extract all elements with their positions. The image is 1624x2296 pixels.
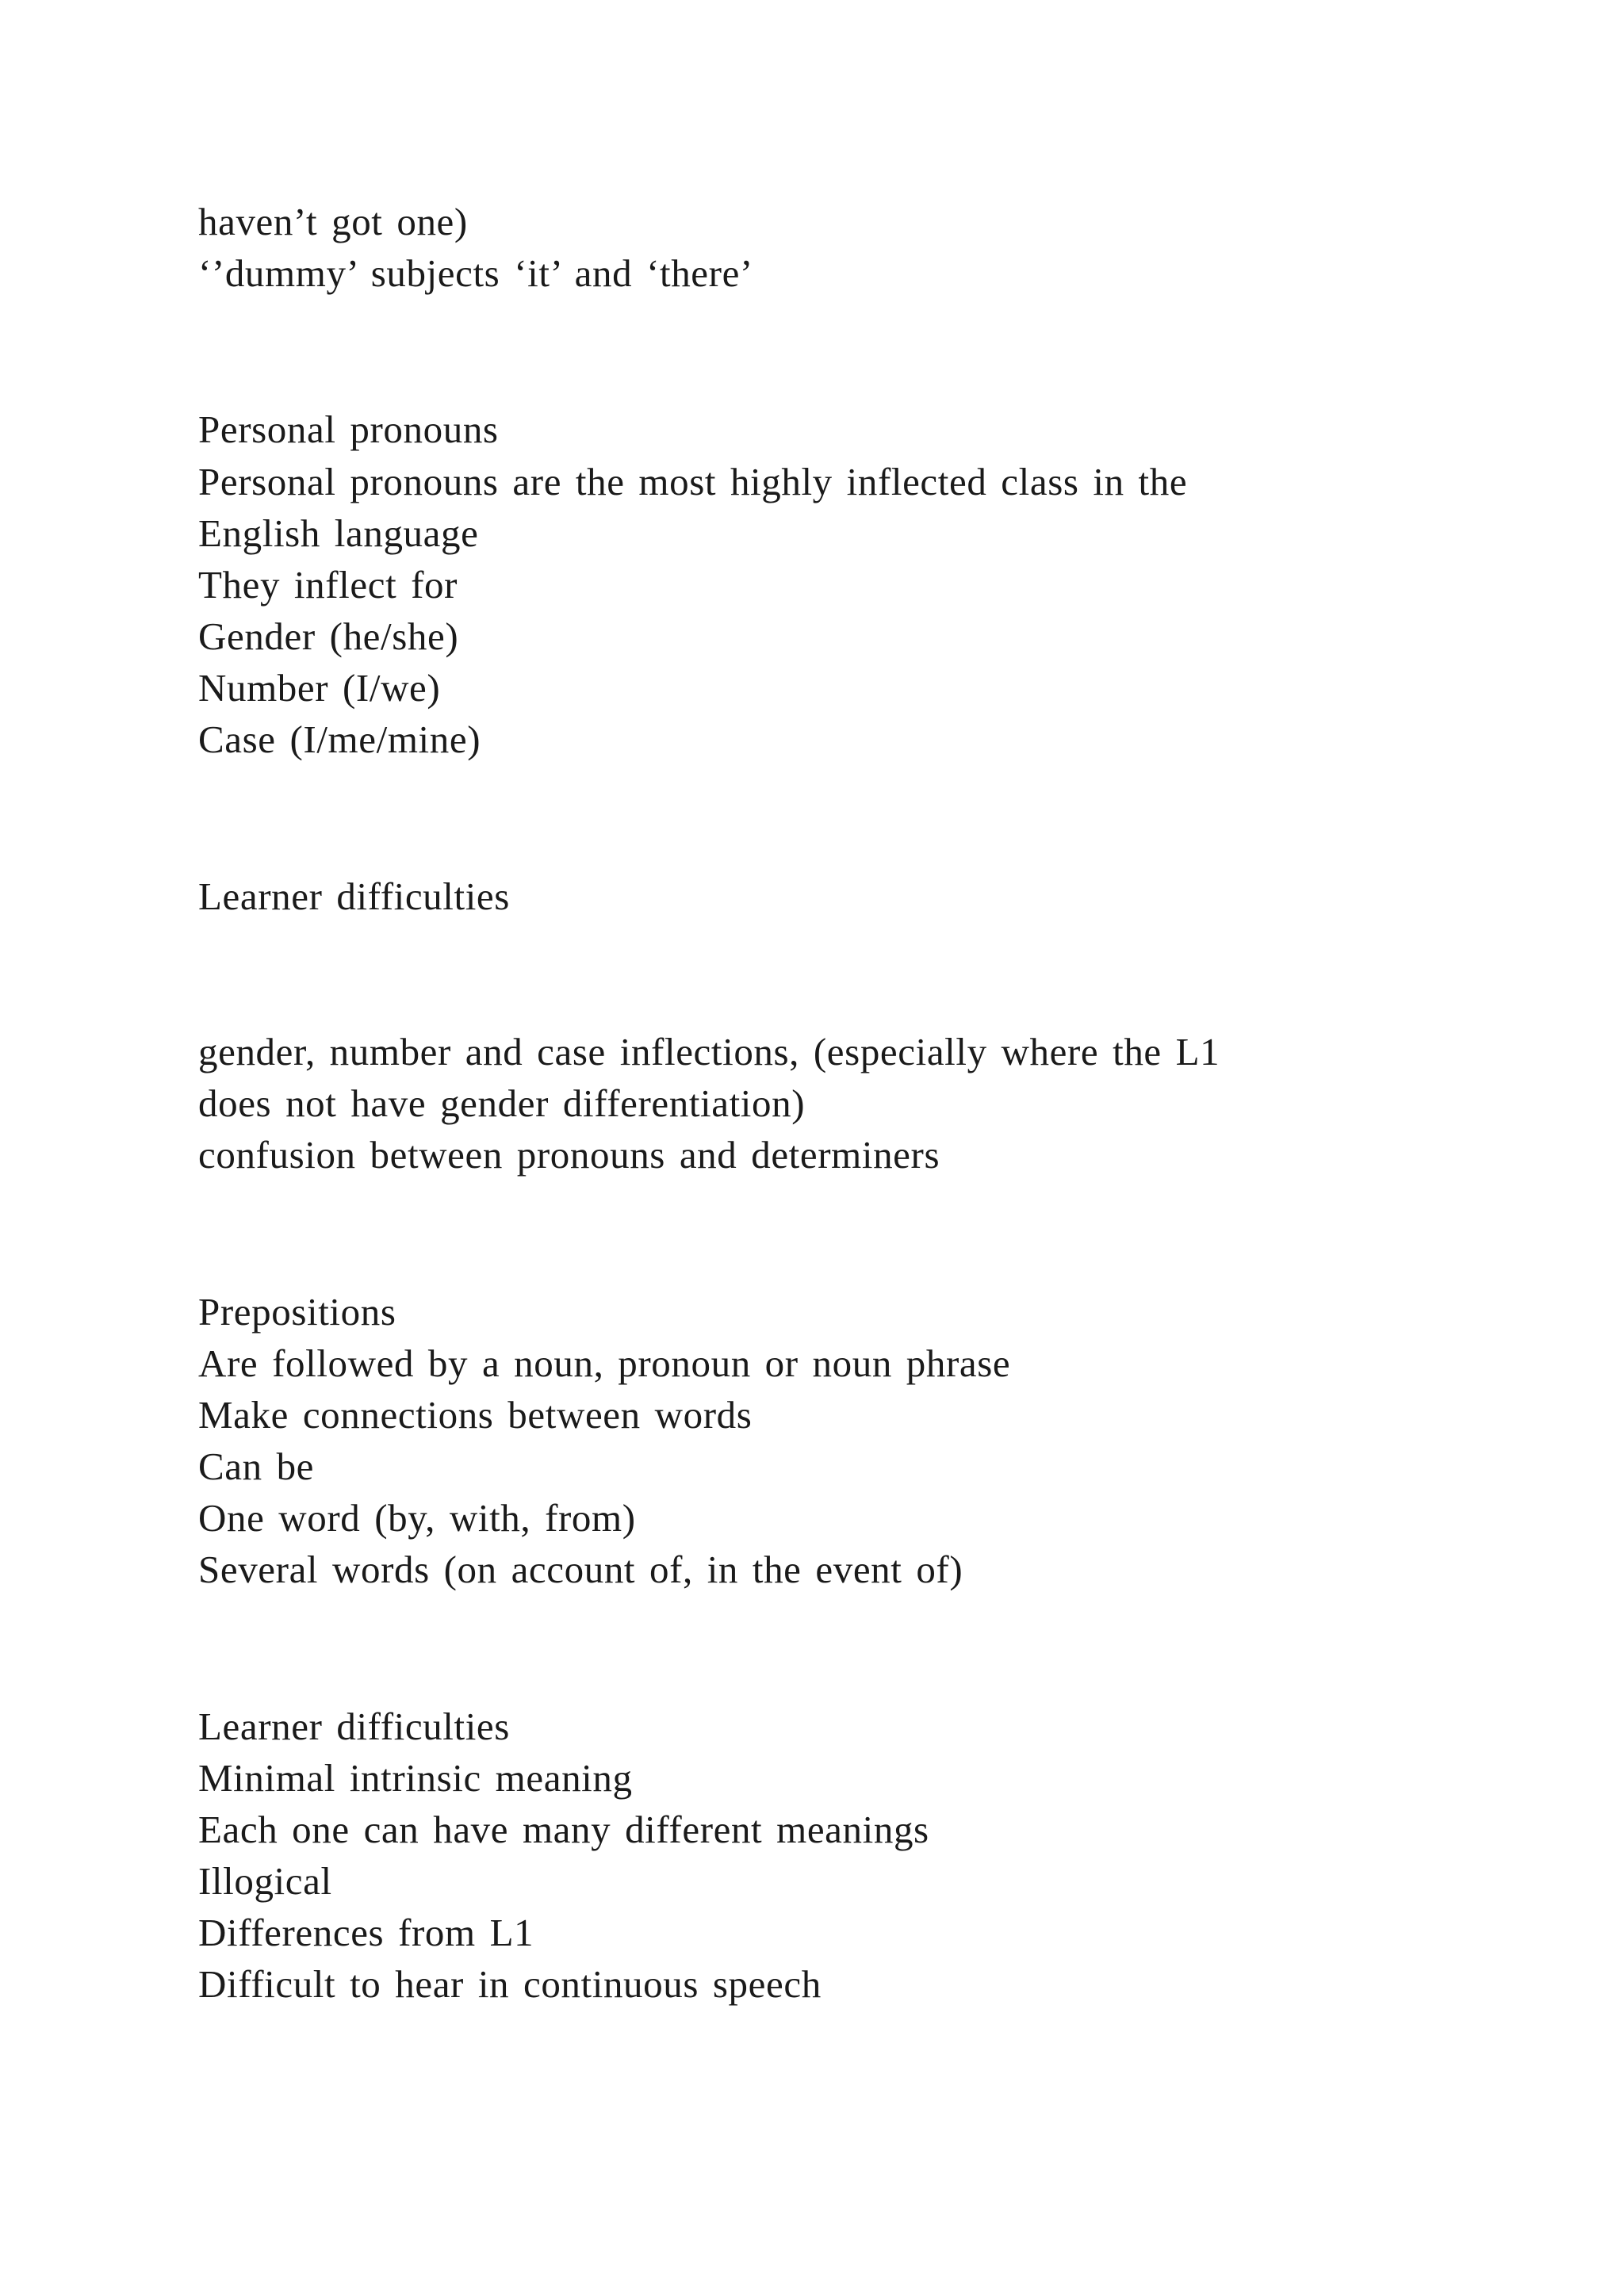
section-heading-learner-difficulties: Learner difficulties xyxy=(198,1705,510,1748)
text-line: Are followed by a noun, pronoun or noun phrase xyxy=(198,1341,1011,1385)
text-line: haven’t got one) xyxy=(198,200,468,243)
section-heading-learner-difficulties: Learner difficulties xyxy=(198,874,510,918)
list-item: Differences from L1 xyxy=(198,1911,534,1954)
list-item: Each one can have many different meanings xyxy=(198,1808,929,1851)
text-line: Can be xyxy=(198,1445,315,1488)
list-item: Gender (he/she) xyxy=(198,614,459,658)
section-heading-personal-pronouns: Personal pronouns xyxy=(198,408,499,451)
section-heading-prepositions: Prepositions xyxy=(198,1290,396,1334)
text-line: English language xyxy=(198,511,479,555)
list-item: Difficult to hear in continuous speech xyxy=(198,1962,822,2006)
text-line: ‘’dummy’ subjects ‘it’ and ‘there’ xyxy=(198,251,753,295)
text-line: Personal pronouns are the most highly inflected class in the xyxy=(198,460,1188,503)
list-item: Case (I/me/mine) xyxy=(198,718,481,761)
list-item: Minimal intrinsic meaning xyxy=(198,1756,633,1800)
text-line: gender, number and case inflections, (especially where the L1 xyxy=(198,1030,1220,1073)
list-item: Illogical xyxy=(198,1859,332,1903)
list-item: Number (I/we) xyxy=(198,666,441,710)
text-line: confusion between pronouns and determiners xyxy=(198,1133,940,1177)
list-item: One word (by, with, from) xyxy=(198,1496,636,1540)
text-line: does not have gender differentiation) xyxy=(198,1081,806,1125)
text-line: They inflect for xyxy=(198,563,458,607)
text-line: Make connections between words xyxy=(198,1393,753,1437)
list-item: Several words (on account of, in the event of) xyxy=(198,1548,963,1591)
